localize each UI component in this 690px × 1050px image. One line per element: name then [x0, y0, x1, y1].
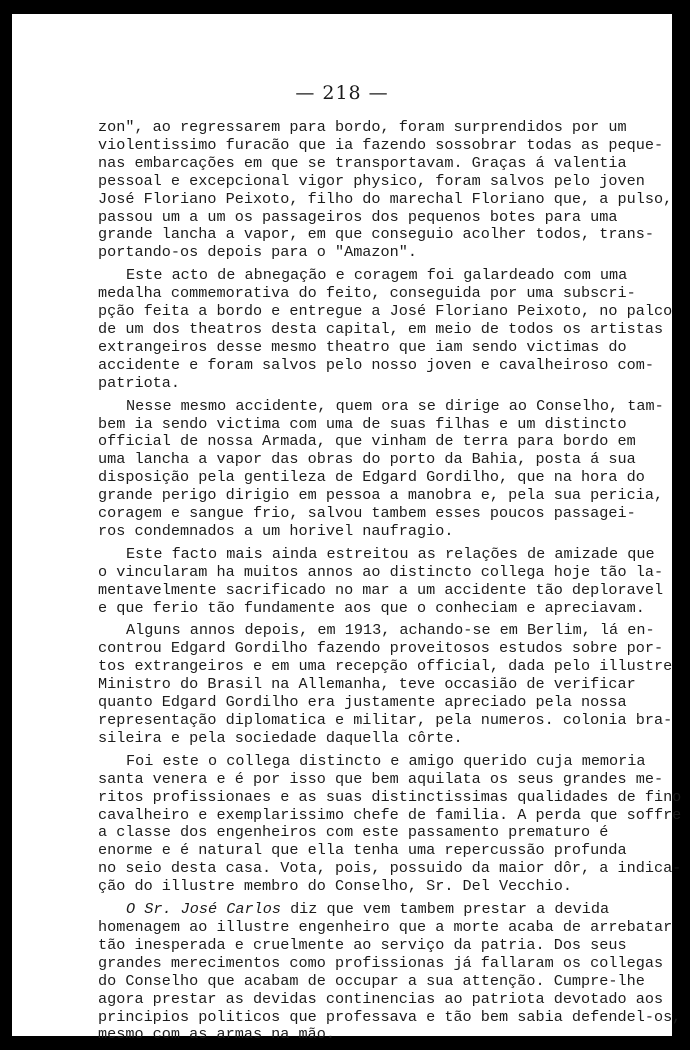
- text-line: mentavelmente sacrificado no mar a um accidente tão deploravel: [98, 580, 664, 599]
- text-line: Alguns annos depois, em 1913, achando-se em Berlim, lá en-: [126, 621, 655, 640]
- text-line: ritos profissionaes e as suas distinctissimas qualidades de fino: [98, 787, 682, 806]
- text-line: grande lancha a vapor, em que conseguio acolher todos, trans-: [98, 225, 654, 244]
- text-line: cavalheiro e exemplarissimo chefe de familia. A perda que soffre: [98, 805, 682, 824]
- text-line: disposição pela gentileza de Edgard Gordilho, que na hora do: [98, 468, 645, 487]
- text-line: accidente e foram salvos pelo nosso joven e cavalheiroso com-: [98, 355, 654, 374]
- text-line-first: [98, 900, 610, 919]
- text-line: portando-os depois para o "Amazon".: [98, 243, 417, 262]
- text-line: homenagem ao illustre engenheiro que a morte acaba de arrebatar: [98, 917, 673, 936]
- text-line: Este acto de abnegação e coragem foi galardeado com uma: [126, 266, 628, 285]
- text-line: no seio desta casa. Vota, pois, possuido da maior dôr, a indica-: [98, 859, 682, 878]
- text-line: representação diplomatica e militar, pela numeros. colonia bra-: [98, 711, 673, 729]
- text-line: patriota.: [98, 373, 181, 392]
- text-line: grande perigo dirigio em pessoa a manobra e, pela sua pericia,: [98, 486, 664, 505]
- text-line: tos extrangeiros e em uma recepção official, dada pelo illustre: [98, 657, 673, 676]
- text-line: José Floriano Peixoto, filho do marechal Floriano que, a pulso,: [98, 189, 673, 208]
- text-line: Ministro do Brasil na Allemanha, teve occasião de verificar: [98, 675, 636, 694]
- text-line: quanto Edgard Gordilho era justamente apreciado pela nossa: [98, 693, 627, 712]
- text-line: tão inesperada e cruelmente ao serviço da patria. Dos seus: [98, 935, 627, 954]
- document-page: [12, 14, 682, 1044]
- text-line: a classe dos engenheiros com este passamento prematuro é: [98, 823, 609, 842]
- text-line: do Conselho que acabam de occupar a sua attenção. Cumpre-lhe: [98, 971, 645, 990]
- text-line: nas embarcações em que se transportavam. Graças á valentia: [98, 153, 627, 172]
- paragraph: [98, 118, 673, 262]
- text-line: principios politicos que professava e tão bem sabia defendel-os,: [98, 1007, 682, 1026]
- text-line: official de nossa Armada, que vinham de terra para bordo em: [98, 432, 636, 451]
- text-line: e que ferio tão fundamente aos que o conheciam e apreciavam.: [98, 598, 645, 617]
- page-number: — 218 —: [295, 82, 389, 104]
- text-line: medalha commemorativa do feito, conseguida por uma subscri-: [98, 284, 636, 303]
- body-text: [98, 118, 682, 1049]
- text-line: Este facto mais ainda estreitou as relações de amizade que: [126, 544, 655, 563]
- paragraph: [98, 544, 664, 618]
- text-line: o vincularam ha muitos annos ao distincto collega hoje tão la-: [98, 562, 664, 581]
- paragraph: [98, 266, 673, 392]
- text-line: grandes merecimentos como profissionas já fallaram os collegas: [98, 953, 664, 972]
- text-line: controu Edgard Gordilho fazendo proveitosos estudos sobre por-: [98, 639, 664, 658]
- text-line: agora prestar as devidas continencias ao patriota devotado aos: [98, 989, 664, 1008]
- paragraph: [98, 900, 682, 1044]
- text-line: coragem e sangue frio, salvou tambem esses poucos passagei-: [98, 504, 636, 523]
- paragraph: [98, 751, 682, 896]
- text-line: Nesse mesmo accidente, quem ora se dirige ao Conselho, tam-: [126, 396, 664, 415]
- speaker-name: O Sr. José Carlos: [126, 900, 281, 919]
- text-line: extrangeiros desse mesmo theatro que iam sendo victimas do: [98, 337, 627, 356]
- text-line: zon", ao regressarem para bordo, foram surprendidos por um: [98, 118, 627, 136]
- paragraph: [98, 396, 664, 541]
- text-line: bem ia sendo victima com uma de suas filhas e um distincto: [98, 414, 627, 433]
- text-line: passou um a um os passageiros dos pequenos botes para uma: [98, 207, 618, 226]
- text-line: mesmo com as armas na mão.: [98, 1025, 335, 1044]
- text-line: de um dos theatros desta capital, em meio de todos os artistas: [98, 319, 664, 338]
- text-line: pessoal e excepcional vigor physico, foram salvos pelo joven: [98, 171, 645, 190]
- text-line: sileira e pela sociedade daquella côrte.: [98, 728, 463, 747]
- text-line: ção do illustre membro do Conselho, Sr. Del Vecchio.: [98, 877, 572, 896]
- text-line: pção feita a bordo e entregue a José Floriano Peixoto, no palco: [98, 302, 673, 321]
- paragraph: [98, 621, 673, 747]
- text-fragment: diz que vem tambem prestar a devida: [280, 900, 610, 919]
- text-line: violentissimo furacão que ia fazendo sossobrar todas as peque-: [98, 135, 664, 154]
- text-line: enorme e é natural que ella tenha uma repercussão profunda: [98, 841, 627, 860]
- text-line: santa venera e é por isso que bem aquilata os seus grandes me-: [98, 769, 664, 788]
- text-line: ros condemnados a um horivel naufragio.: [98, 521, 454, 540]
- text-line: uma lancha a vapor das obras do porto da Bahia, posta á sua: [98, 450, 636, 469]
- text-line: Foi este o collega distincto e amigo querido cuja memoria: [126, 751, 646, 770]
